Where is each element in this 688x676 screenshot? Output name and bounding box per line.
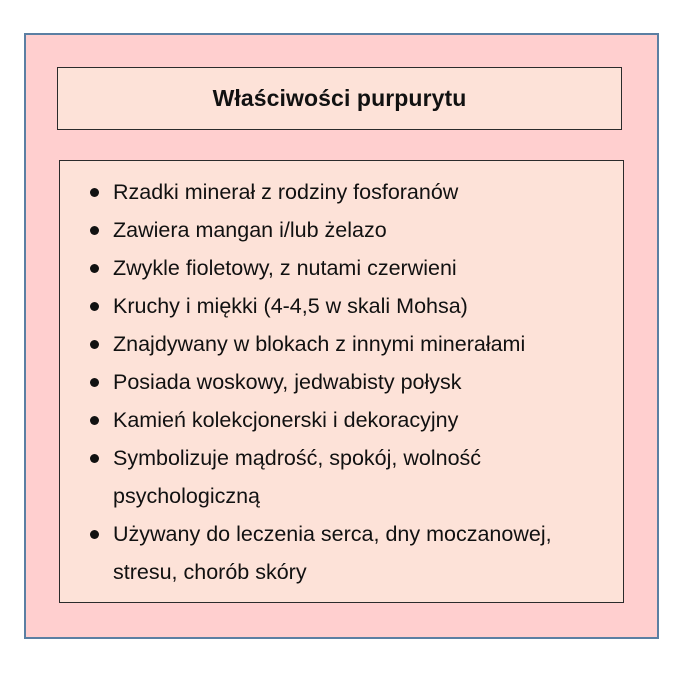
list-item-text: Zawiera mangan i/lub żelazo — [113, 218, 387, 242]
bullet-icon — [90, 416, 99, 425]
list-item — [87, 515, 615, 591]
list-item-text: Zwykle fioletowy, z nutami czerwieni — [113, 256, 457, 280]
list-item — [87, 173, 615, 211]
list-item — [87, 325, 615, 363]
bullet-icon — [90, 188, 99, 197]
list-item-text: Kamień kolekcjonerski i dekoracyjny — [113, 408, 459, 432]
list-item-text: Posiada woskowy, jedwabisty połysk — [113, 370, 462, 394]
list-item-text: Znajdywany w blokach z innymi minerałami — [113, 332, 526, 356]
list-item-text: Kruchy i miękki (4-4,5 w skali Mohsa) — [113, 294, 468, 318]
bullet-icon — [90, 454, 99, 463]
list-item — [87, 211, 615, 249]
page-title: Właściwości purpurytu — [212, 85, 467, 111]
properties-box — [59, 160, 624, 603]
bullet-icon — [90, 264, 99, 273]
list-item — [87, 363, 615, 401]
list-item-text: Symbolizuje mądrość, spokój, wolność psychologiczną — [113, 446, 482, 508]
list-item — [87, 439, 615, 515]
list-item — [87, 401, 615, 439]
title-box — [57, 67, 622, 130]
bullet-icon — [90, 530, 99, 539]
bullet-icon — [90, 378, 99, 387]
bullet-icon — [90, 302, 99, 311]
properties-list — [87, 173, 615, 591]
list-item — [87, 249, 615, 287]
list-item-text: Używany do leczenia serca, dny moczanowej, stresu, chorób skóry — [113, 522, 552, 584]
list-item-text: Rzadki minerał z rodziny fosforanów — [113, 180, 459, 204]
bullet-icon — [90, 340, 99, 349]
list-item — [87, 287, 615, 325]
bullet-icon — [90, 226, 99, 235]
